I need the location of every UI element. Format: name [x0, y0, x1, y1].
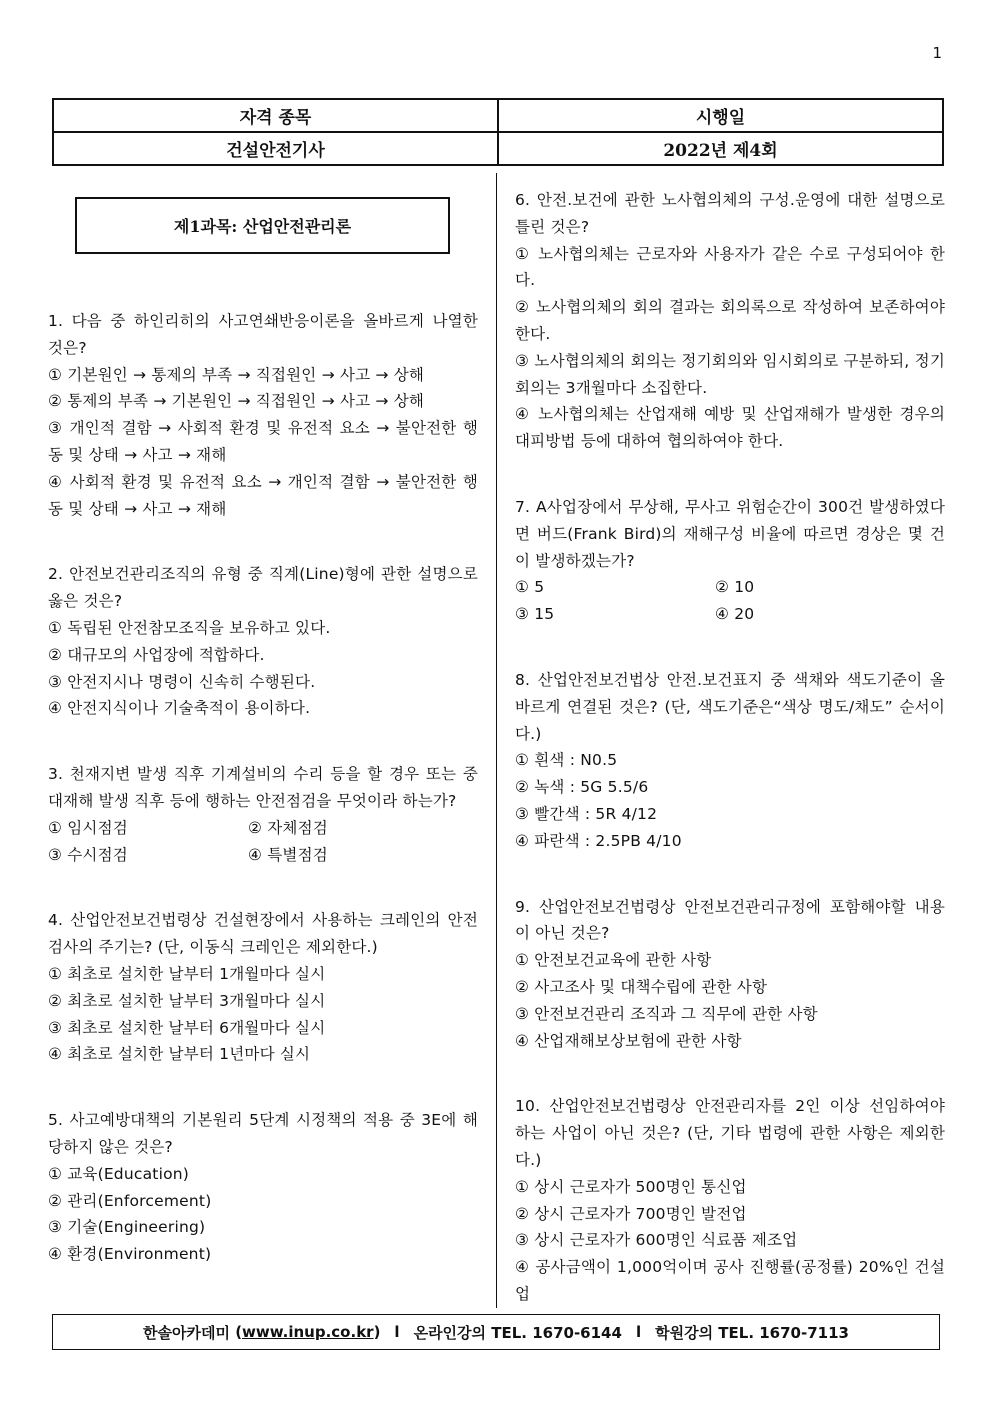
question-5-text: 5. 사고예방대책의 기본원리 5단계 시정책의 적용 중 3E에 해당하지 않은 것은? [48, 1111, 478, 1156]
question-6-option-2: ② 노사협의체의 회의 결과는 회의록으로 작성하여 보존하여야 한다. [515, 298, 945, 343]
question-8-text: 8. 산업안전보건법상 안전.보건표지 중 색채와 색도기준이 올바르게 연결된 것은? (단, 색도기준은“색상 명도/채도” 순서이다.) [515, 670, 945, 743]
question-9-text: 9. 산업안전보건법령상 안전보건관리규정에 포함해야할 내용이 아닌 것은? [515, 897, 945, 943]
question-1-option-2: ② 통제의 부족 → 기본원인 → 직접원인 → 사고 → 상해 [48, 392, 425, 411]
footer-online-phone: 온라인강의 TEL. 1670-6144 [413, 1323, 622, 1342]
question-2-option-2: ② 대규모의 사업장에 적합하다. [48, 645, 265, 664]
footer-academy-phone: 학원강의 TEL. 1670-7113 [655, 1323, 849, 1342]
question-3-text: 3. 천재지변 발생 직후 기계설비의 수리 등을 할 경우 또는 중대재해 발생 직후 등에 행하는 안전점검을 무엇이라 하는가? [48, 765, 478, 810]
question-7-options [515, 574, 945, 628]
question-6-option-3: ③ 노사협의체의 회의는 정기회의와 임시회의로 구분하되, 정기회의는 3개월마다 소집한다. [515, 351, 945, 397]
question-6-option-4: ④ 노사협의체는 산업재해 예방 및 산업재해가 발생한 경우의 대피방법 등에 대하여 협의하여야 한다. [515, 405, 945, 451]
question-5-option-3: ③ 기술(Engineering) [48, 1218, 206, 1237]
question-7-option-3: ③ 15 [515, 605, 555, 624]
question-7-option-2: ② 10 [715, 578, 755, 597]
subject-title-box: 제1과목: 산업안전관리론 [75, 197, 450, 254]
question-4-text: 4. 산업안전보건법령상 건설현장에서 사용하는 크레인의 안전검사의 주기는? (단, 이동식 크레인은 제외한다.) [48, 911, 478, 957]
question-7 [515, 494, 945, 628]
footer-brand: 한솔아카데미 [143, 1323, 230, 1342]
question-7-text: 7. A사업장에서 무상해, 무사고 위험순간이 300건 발생하였다면 버드(Frank Bird)의 재해구성 비율에 따르면 경상은 몇 건이 발생하겠는가? [515, 497, 945, 570]
question-10 [515, 1093, 945, 1307]
question-8-option-2: ② 녹색 : 5G 5.5/6 [515, 778, 649, 797]
question-6-option-1: ① 노사협의체는 근로자와 사용자가 같은 수로 구성되어야 한다. [515, 244, 945, 290]
question-8-option-4: ④ 파란색 : 2.5PB 4/10 [515, 831, 682, 850]
question-5 [48, 1107, 478, 1268]
question-3-option-1: ① 임시점검 [48, 818, 128, 837]
question-5-option-4: ④ 환경(Environment) [48, 1245, 212, 1264]
question-1-option-4: ④ 사회적 환경 및 유전적 요소 → 개인적 결함 → 불안전한 행동 및 상태 → 사고 → 재해 [48, 472, 478, 518]
question-3-option-3: ③ 수시점검 [48, 845, 128, 864]
question-6 [515, 187, 945, 455]
footer-separator: l [635, 1323, 642, 1341]
question-2-option-3: ③ 안전지시나 명령이 신속히 수행된다. [48, 672, 316, 691]
question-9-option-3: ③ 안전보건관리 조직과 그 직무에 관한 사항 [515, 1004, 818, 1023]
header-label-qualification: 자격 종목 [53, 99, 498, 132]
question-10-text: 10. 산업안전보건법령상 안전관리자를 2인 이상 선임하여야 하는 사업이 아닌 것은? (단, 기타 법령에 관한 사항은 제외한다.) [515, 1097, 945, 1169]
question-10-option-2: ② 상시 근로자가 700명인 발전업 [515, 1204, 747, 1223]
question-1-text: 1. 다음 중 하인리히의 사고연쇄반응이론을 올바르게 나열한 것은? [48, 312, 478, 357]
footer-bar [52, 1314, 940, 1350]
question-3-option-2: ② 자체점검 [248, 818, 328, 837]
column-divider [496, 173, 497, 1308]
question-10-option-4: ④ 공사금액이 1,000억이며 공사 진행률(공정률) 20%인 건설업 [515, 1258, 945, 1303]
question-8-option-1: ① 흰색 : N0.5 [515, 751, 618, 770]
question-9-option-1: ① 안전보건교육에 관한 사항 [515, 951, 712, 970]
footer-url-open-paren: ( [229, 1323, 243, 1341]
header-value-exam-date: 2022년 제4회 [498, 132, 943, 165]
question-2 [48, 561, 478, 722]
question-5-option-1: ① 교육(Education) [48, 1164, 190, 1183]
question-7-option-4: ④ 20 [715, 605, 755, 624]
question-1-option-1: ① 기본원인 → 통제의 부족 → 직접원인 → 사고 → 상해 [48, 365, 425, 384]
question-8-option-3: ③ 빨간색 : 5R 4/12 [515, 804, 658, 823]
footer-url-link[interactable]: www.inup.co.kr [242, 1323, 374, 1341]
question-2-option-1: ① 독립된 안전참모조직을 보유하고 있다. [48, 618, 331, 637]
question-9-option-4: ④ 산업재해보상보험에 관한 사항 [515, 1031, 742, 1050]
question-4-option-4: ④ 최초로 설치한 날부터 1년마다 실시 [48, 1045, 311, 1064]
exam-header-table [52, 98, 944, 166]
question-10-option-3: ③ 상시 근로자가 600명인 식료품 제조업 [515, 1231, 798, 1250]
question-6-text: 6. 안전.보건에 관한 노사협의체의 구성.운영에 대한 설명으로 틀린 것은? [515, 191, 945, 236]
question-2-text: 2. 안전보건관리조직의 유형 중 직계(Line)형에 관한 설명으로 옳은 것은? [48, 565, 478, 611]
page-number: 1 [932, 44, 942, 62]
header-label-exam-date: 시행일 [498, 99, 943, 132]
question-1 [48, 308, 478, 522]
right-column [515, 180, 945, 1308]
header-value-qualification: 건설안전기사 [53, 132, 498, 165]
footer-url-close-paren: ) [373, 1323, 381, 1341]
question-3 [48, 761, 478, 868]
question-2-option-4: ④ 안전지식이나 기술축적이 용이하다. [48, 699, 311, 718]
question-10-option-1: ① 상시 근로자가 500명인 통신업 [515, 1177, 747, 1196]
left-column [48, 180, 478, 1268]
question-8 [515, 667, 945, 855]
question-4-option-2: ② 최초로 설치한 날부터 3개월마다 실시 [48, 991, 326, 1010]
question-7-option-1: ① 5 [515, 578, 545, 597]
question-3-options [48, 815, 478, 869]
question-4 [48, 907, 478, 1068]
footer-separator: l [394, 1323, 400, 1341]
question-4-option-3: ③ 최초로 설치한 날부터 6개월마다 실시 [48, 1018, 326, 1037]
question-9 [515, 894, 945, 1055]
question-9-option-2: ② 사고조사 및 대책수립에 관한 사항 [515, 977, 768, 996]
question-5-option-2: ② 관리(Enforcement) [48, 1191, 212, 1210]
question-3-option-4: ④ 특별점검 [248, 845, 328, 864]
question-1-option-3: ③ 개인적 결함 → 사회적 환경 및 유전적 요소 → 불안전한 행동 및 상태 → 사고 → 재해 [48, 419, 478, 464]
question-4-option-1: ① 최초로 설치한 날부터 1개월마다 실시 [48, 964, 326, 983]
